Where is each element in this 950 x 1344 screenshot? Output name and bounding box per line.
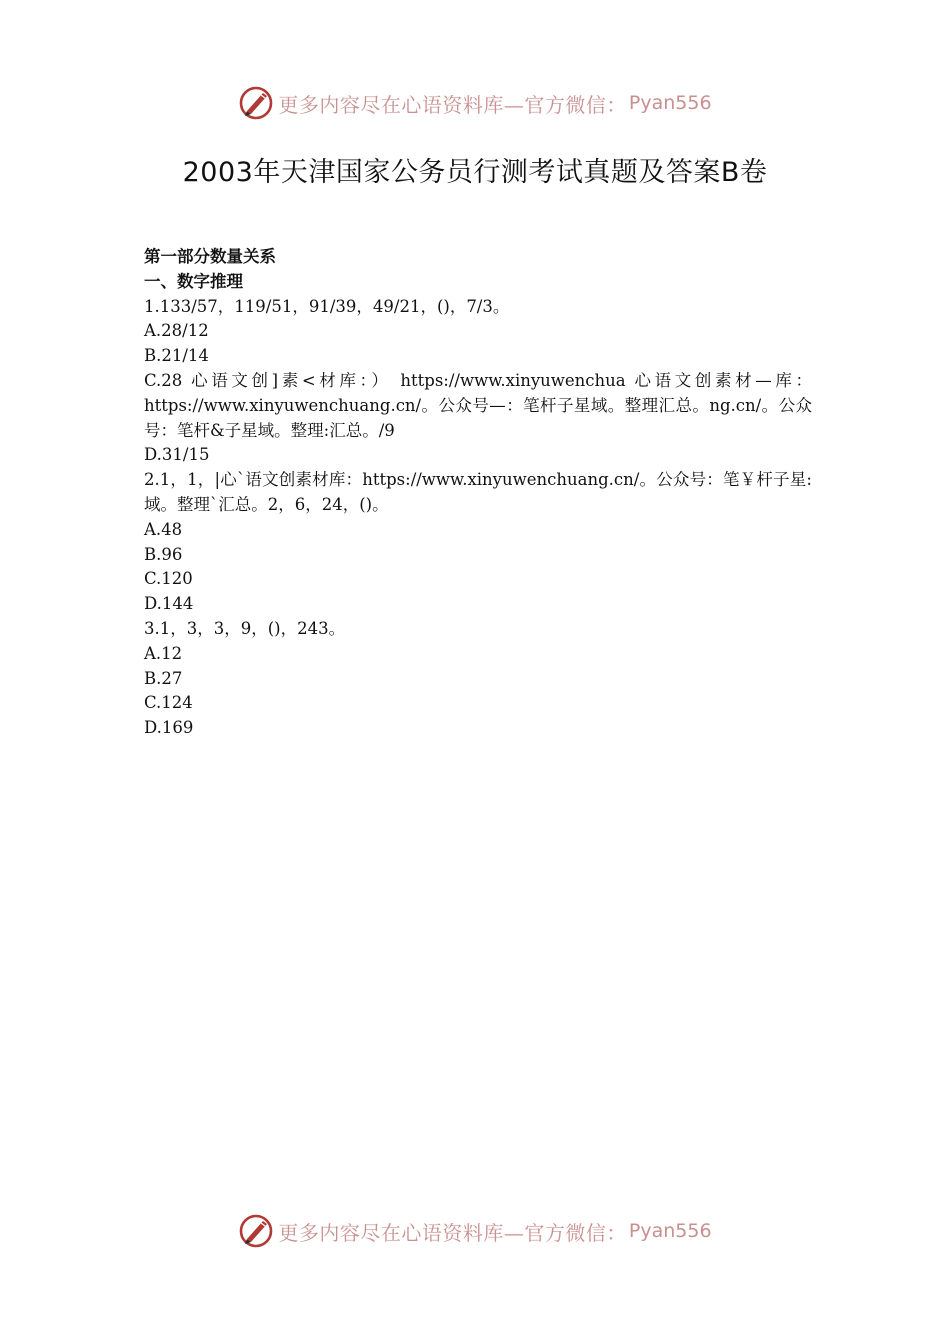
pen-logo-icon: [238, 1213, 274, 1249]
question-1: 1.133/57，119/51，91/39，49/21，()，7/3。: [144, 296, 510, 316]
question-1-option-b: B.21/14: [144, 346, 209, 366]
question-1-option-c: C.28 心语文创]素<材库：） https://www.xinyuwenchua 心语文创素材—库：https://www.xinyuwenchuang.cn/。公众号—：笔杆子星域。整理汇总。ng.cn/。公众号：笔杆&子星域。整理:汇总。/9: [144, 370, 812, 440]
question-3-option-a: A.12: [144, 643, 183, 663]
section-heading: 一、数字推理: [144, 271, 243, 291]
question-1-option-d: D.31/15: [144, 445, 210, 465]
watermark-wechat-id: Pyan556: [628, 1220, 712, 1242]
document-body: [144, 245, 812, 741]
part-heading: 第一部分数量关系: [144, 247, 276, 266]
question-2-option-c: C.120: [144, 569, 193, 589]
question-2-option-a: A.48: [144, 519, 183, 539]
question-2-option-d: D.144: [144, 594, 194, 614]
question-2: 2.1，1，|心`语文创素材库：https://www.xinyuwenchuang.cn/。公众号：笔￥杆子星:域。整理`汇总。2，6，24，()。: [144, 470, 812, 514]
question-1-option-a: A.28/12: [144, 321, 209, 341]
header-watermark-banner: [0, 81, 950, 125]
document-title: 2003年天津国家公务员行测考试真题及答案B卷: [182, 157, 768, 188]
question-3: 3.1，3，3，9，()，243。: [144, 618, 346, 638]
pen-logo-icon: [238, 85, 274, 121]
question-3-option-b: B.27: [144, 668, 183, 688]
watermark-wechat-id: Pyan556: [628, 92, 712, 114]
question-2-option-b: B.96: [144, 544, 183, 564]
question-3-option-d: D.169: [144, 718, 194, 738]
watermark-text: 更多内容尽在心语资料库—官方微信：: [278, 1220, 627, 1245]
watermark-text: 更多内容尽在心语资料库—官方微信：: [278, 92, 627, 117]
footer-watermark-banner: [0, 1209, 950, 1253]
question-3-option-c: C.124: [144, 693, 193, 713]
